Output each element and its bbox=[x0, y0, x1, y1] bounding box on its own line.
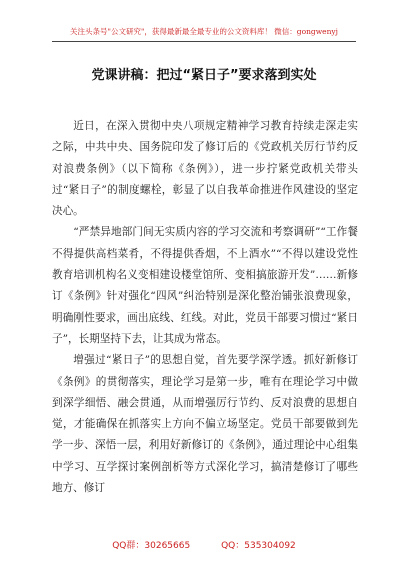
document-title: 党课讲稿：把过“紧日子”要求落到实处 bbox=[91, 68, 317, 83]
footer-qq-group: QQ群：30265665 bbox=[112, 541, 191, 551]
paragraph: 增强过“紧日子”的思想自觉，首先要学深学透。抓好新修订《条例》的贯彻落实，理论学习是第一步，唯有在理论学习中做到深学细悟、融会贯通，从而增强厉行节约、反对浪费的思想自觉，才能确保在抓落实上方向不偏立场坚定。党员干部要做到先学一步、深悟一层，利用好新修订的《条例》，通过理论中心组集中学习、互学探讨案例剖析等方式深化学习，搞清楚修订了哪些地方、修订 bbox=[52, 354, 358, 495]
footer-qq-number: QQ：535304092 bbox=[221, 541, 296, 551]
paragraph: 近日，在深入贯彻中央八项规定精神学习教育持续走深走实之际，中共中央、国务院印发了修订后的《党政机关厉行节约反对浪费条例》（以下简称《条例》），进一步拧紧党政机关带头过“紧日子”的制度螺栓，彰显了以自我革命推进作风建设的坚定决心。 bbox=[52, 120, 358, 218]
header-promo-note: 关注头条号"公文研究"，获得最新最全最专业的公文资料库！ 微信：gongwenyj bbox=[70, 27, 338, 36]
header-divider bbox=[52, 41, 356, 42]
document-body bbox=[52, 116, 358, 499]
paragraph: “严禁异地部门间无实质内容的学习交流和考察调研”“工作餐不得提供高档菜肴，不得提供香烟，不上酒水”“不得以建设党性教育培训机构名义变相建设楼堂馆所、变相搞旅游开发”……新修订《条例》针对强化“四风”纠治特别是深化整治铺张浪费现象，明确刚性要求，画出底线、红线。对此，党员干部要习惯过“紧日子”，长期坚持下去，让其成为常态。 bbox=[52, 226, 358, 345]
footer-contact bbox=[0, 538, 408, 551]
